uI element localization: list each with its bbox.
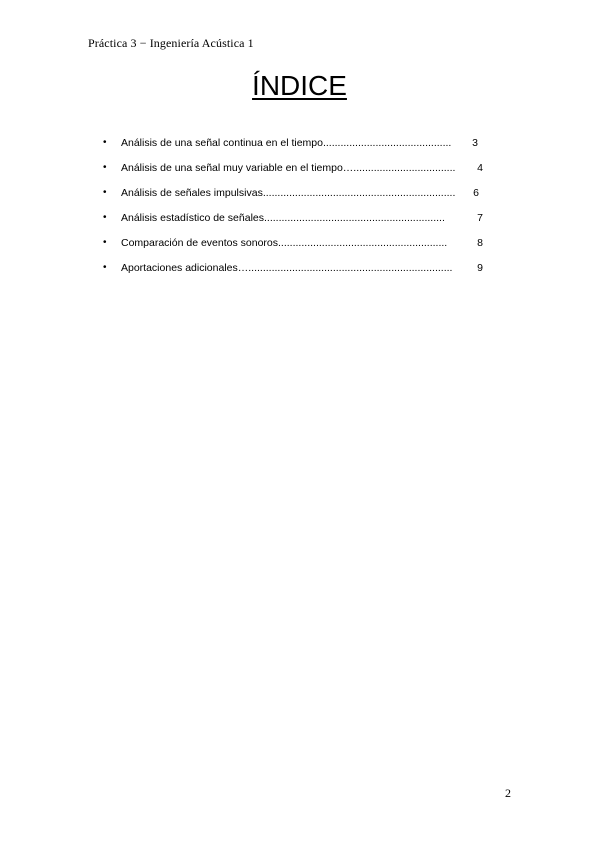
toc-entry-text <box>121 261 465 275</box>
toc-entry-label: Aportaciones adicionales <box>121 262 238 274</box>
toc-entry-label: Análisis de una señal continua en el tiempo <box>121 137 323 149</box>
toc-dot-leader: …...................................................................... <box>237 262 453 274</box>
toc-entry-text <box>121 136 463 150</box>
toc-entry-text <box>121 236 465 250</box>
bullet-icon: • <box>103 187 107 198</box>
bullet-icon: • <box>103 162 107 173</box>
toc-entry-label: Análisis estadístico de señales <box>121 212 264 224</box>
toc-dot-leader: .............................................................. <box>264 212 445 224</box>
bullet-icon: • <box>103 262 107 273</box>
table-of-contents <box>103 136 493 286</box>
toc-dot-leader: .................................................................. <box>262 187 456 199</box>
toc-entry-text <box>121 161 465 175</box>
toc-page-number: 7 <box>477 212 483 224</box>
toc-dot-leader: ............................................ <box>322 137 452 149</box>
toc-entry[interactable] <box>103 236 493 261</box>
toc-entry[interactable] <box>103 261 493 286</box>
toc-entry-label: Comparación de eventos sonoros <box>121 237 279 249</box>
toc-entry-label: Análisis de una señal muy variable en el tiempo <box>121 162 343 174</box>
bullet-icon: • <box>103 212 107 223</box>
toc-page-number: 6 <box>473 187 479 199</box>
toc-entry[interactable] <box>103 211 493 236</box>
bullet-icon: • <box>103 237 107 248</box>
toc-entry-text <box>121 186 462 200</box>
bullet-icon: • <box>103 137 107 148</box>
toc-entry[interactable] <box>103 161 493 186</box>
toc-page-number: 3 <box>472 137 478 149</box>
toc-page-number: 4 <box>477 162 483 174</box>
toc-entry[interactable] <box>103 186 493 211</box>
toc-dot-leader: …................................... <box>342 162 456 174</box>
toc-page-number: 9 <box>477 262 483 274</box>
running-header: Práctica 3 − Ingeniería Acústica 1 <box>88 36 254 50</box>
toc-page-number: 8 <box>477 237 483 249</box>
toc-entry-label: Análisis de señales impulsivas <box>121 187 263 199</box>
toc-entry[interactable] <box>103 136 493 161</box>
toc-dot-leader: .......................................................... <box>278 237 448 249</box>
page-number: 2 <box>505 786 511 800</box>
page-title: ÍNDICE <box>252 70 347 101</box>
toc-entry-text <box>121 211 465 225</box>
